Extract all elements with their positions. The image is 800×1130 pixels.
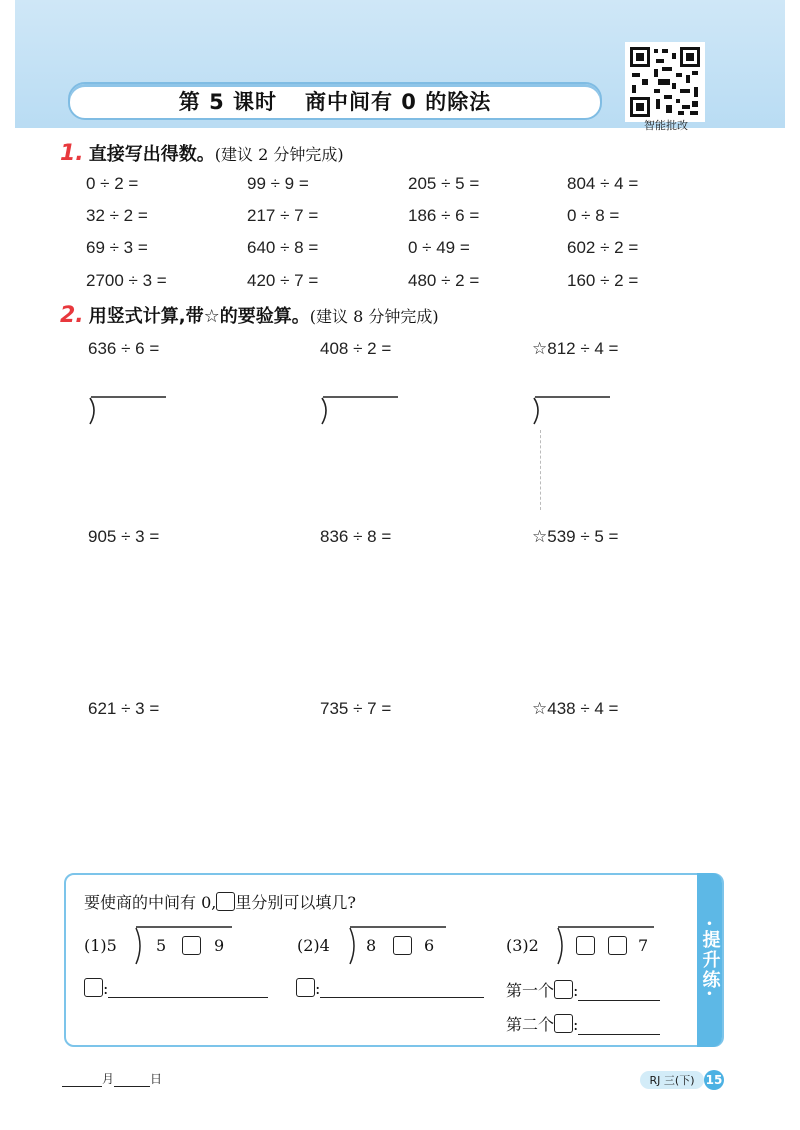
oral-problem: 420 ÷ 7 = [247,271,319,290]
practice-item-2-label: (2)4 [297,936,330,955]
blank-box-icon [554,1014,573,1033]
answer-row-3a: 第一个 : [506,978,660,1001]
blank-box-icon [216,892,235,911]
answer-line[interactable] [578,1018,660,1035]
oral-problem: 69 ÷ 3 = [86,238,148,257]
long-division-bracket[interactable] [530,392,620,428]
blank-box-input[interactable] [608,936,627,955]
division-problem: ☆539 ÷ 5 = [532,527,619,546]
oral-problem: 2700 ÷ 3 = [86,271,167,290]
oral-problem: 99 ÷ 9 = [247,174,309,193]
division-problem: 905 ÷ 3 = [88,527,160,546]
division-problem: 408 ÷ 2 = [320,339,392,358]
division-problem: 836 ÷ 8 = [320,527,392,546]
section2-title: 用竖式计算,带☆的要验算。 [88,306,310,327]
division-problem: ☆812 ÷ 4 = [532,339,619,358]
section2-heading [60,302,439,328]
section1-title: 直接写出得数。 [88,144,215,165]
dividend-digit: 9 [214,936,225,955]
blank-box-icon [84,978,103,997]
section2-number: 2. [60,303,84,328]
section1-note: (建议 2 分钟完成) [214,145,344,164]
practice-tab: • 提升练 • [697,873,722,1047]
oral-problem: 160 ÷ 2 = [567,271,639,290]
blank-box-icon [296,978,315,997]
blank-box-input[interactable] [576,936,595,955]
date-field: 月 日 [62,1070,162,1087]
section1-heading [60,140,344,166]
practice-item-1-label: (1)5 [84,936,117,955]
answer-line[interactable] [108,981,268,998]
qr-code-icon[interactable] [625,42,705,122]
lesson-title-bar [68,82,602,120]
practice-tab-label: 提升练 [699,930,721,990]
practice-question: 要使商的中间有 0, 里分别可以填几? [84,893,356,912]
oral-problem: 205 ÷ 5 = [408,174,480,193]
month-line[interactable] [62,1072,102,1087]
blank-box-input[interactable] [393,936,412,955]
qr-label: 智能批改 [644,119,688,132]
oral-problem: 0 ÷ 2 = [86,174,139,193]
answer-row-2: : [296,978,484,998]
page-number: 15 [704,1070,724,1090]
division-problem: 636 ÷ 6 = [88,339,160,358]
check-divider [540,430,541,510]
answer-row-1: : [84,978,268,998]
oral-problem: 480 ÷ 2 = [408,271,480,290]
blank-box-icon [554,980,573,999]
day-line[interactable] [114,1072,150,1087]
oral-problem: 217 ÷ 7 = [247,206,319,225]
oral-problem: 32 ÷ 2 = [86,206,148,225]
practice-item-3-label: (3)2 [506,936,539,955]
long-division-bracket[interactable] [318,392,408,428]
dividend-digit: 6 [424,936,435,955]
long-division-bracket[interactable] [86,392,176,428]
answer-line[interactable] [320,981,484,998]
section1-number: 1. [60,141,84,166]
oral-problem: 0 ÷ 49 = [408,238,470,257]
lesson-number: 第 5 课时 [178,90,277,114]
oral-problem: 804 ÷ 4 = [567,174,639,193]
oral-problem: 602 ÷ 2 = [567,238,639,257]
oral-problem: 186 ÷ 6 = [408,206,480,225]
oral-problem: 0 ÷ 8 = [567,206,620,225]
answer-line[interactable] [578,984,660,1001]
answer-row-3b: 第二个 : [506,1012,660,1035]
dividend-digit: 8 [366,936,377,955]
division-problem: 735 ÷ 7 = [320,699,392,718]
oral-problem: 640 ÷ 8 = [247,238,319,257]
division-problem: 621 ÷ 3 = [88,699,160,718]
blank-box-input[interactable] [182,936,201,955]
grade-badge: RJ 三(下) [640,1071,704,1089]
division-problem: ☆438 ÷ 4 = [532,699,619,718]
lesson-topic: 商中间有 0 的除法 [305,90,492,114]
section2-note: (建议 8 分钟完成) [309,307,439,326]
dividend-digit: 5 [156,936,167,955]
dividend-digit: 7 [638,936,649,955]
